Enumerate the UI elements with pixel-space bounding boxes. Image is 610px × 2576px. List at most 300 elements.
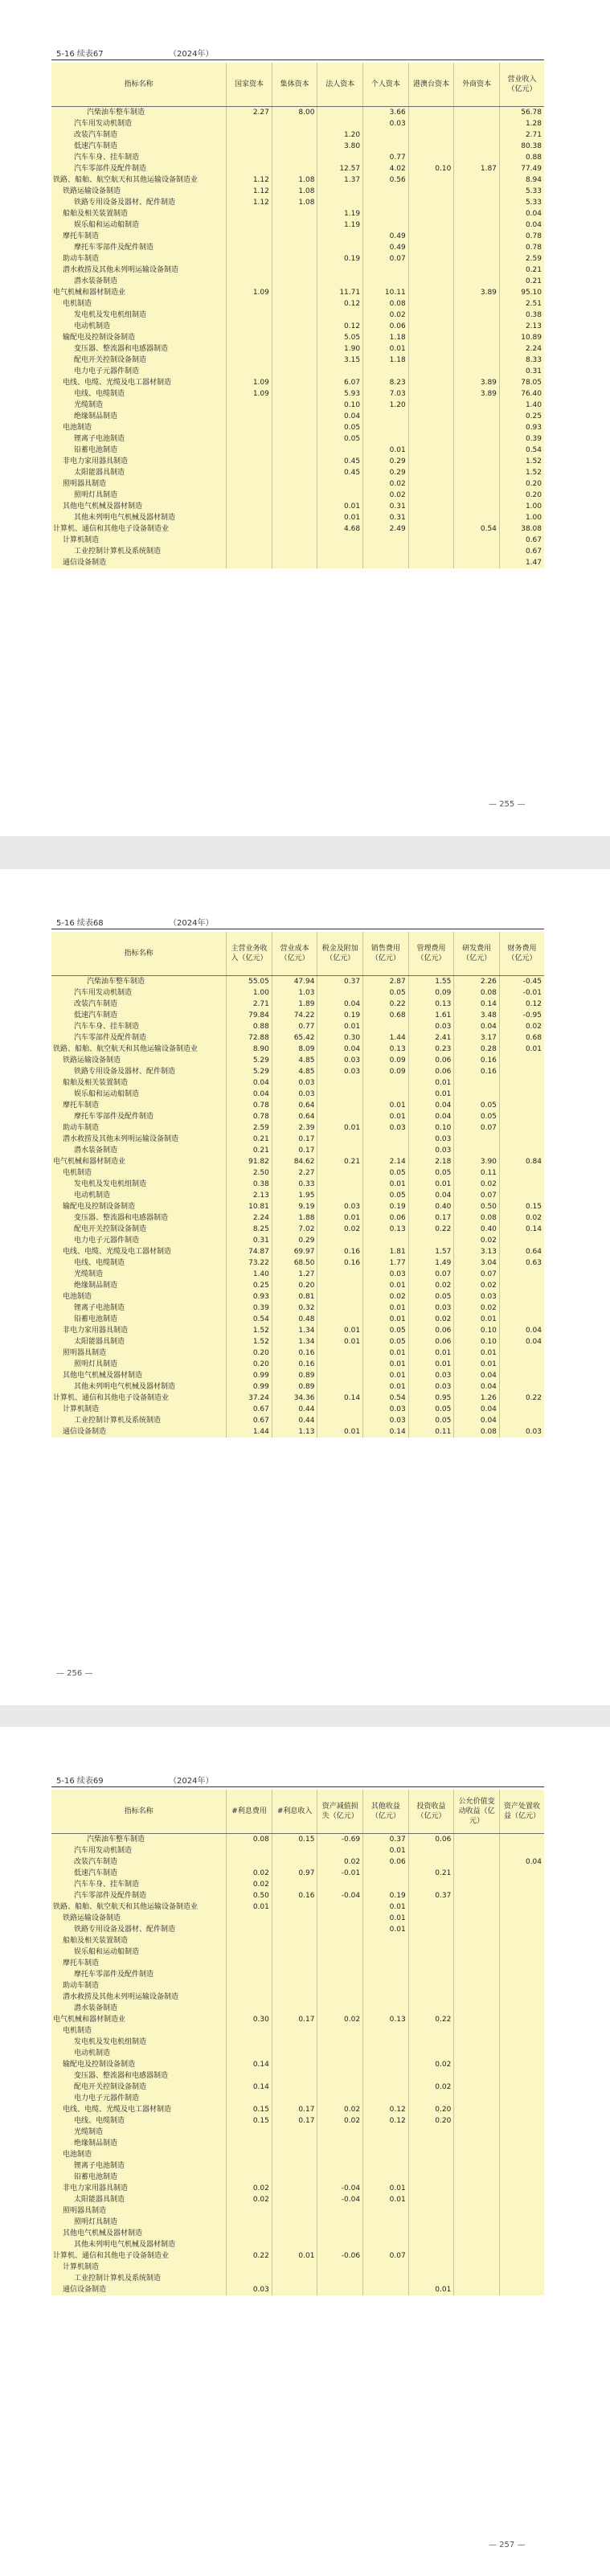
- table-cell: [272, 219, 317, 231]
- table-cell: 1.95: [272, 1190, 317, 1201]
- table-cell: [408, 265, 454, 276]
- table-cell: [408, 400, 454, 411]
- row-label: 助动车制造: [63, 1124, 100, 1132]
- table-cell: 0.16: [272, 1890, 317, 1901]
- table-cell: [499, 2127, 544, 2138]
- table-cell: [454, 490, 500, 501]
- row-label: 电线、电缆制造: [74, 2117, 125, 2125]
- table-row: [51, 1958, 544, 1969]
- row-label: 电线、电缆、光缆及电工器材制造: [63, 1248, 172, 1256]
- table-cell: 0.37: [363, 1834, 409, 1846]
- row-label: 低速汽车制造: [74, 142, 118, 150]
- table-cell: [408, 332, 454, 343]
- table-cell: 0.01: [363, 1381, 409, 1393]
- table-cell: 0.40: [408, 1201, 454, 1212]
- table-cell: 1.00: [227, 987, 272, 999]
- table-cell: [227, 2093, 272, 2104]
- table-cell: [317, 1145, 363, 1156]
- table-row: [51, 1969, 544, 1980]
- table-row: [51, 1347, 544, 1359]
- table-row: [51, 1134, 544, 1145]
- table-row: [51, 2070, 544, 2082]
- table-cell: 12.57: [317, 163, 363, 174]
- table-cell: 0.02: [363, 310, 409, 321]
- table-cell: [317, 118, 363, 129]
- table-row: [51, 1291, 544, 1302]
- table-cell: 0.01: [363, 1370, 409, 1381]
- table-cell: [454, 2194, 500, 2205]
- table-cell: [227, 298, 272, 310]
- table-cell: 3.66: [363, 107, 409, 119]
- table-cell: [317, 490, 363, 501]
- table-cell: [499, 2082, 544, 2093]
- table-cell: 3.89: [454, 287, 500, 298]
- table-cell: [227, 219, 272, 231]
- table-cell: [499, 2025, 544, 2037]
- table-cell: 0.17: [272, 1134, 317, 1145]
- table-cell: [272, 355, 317, 366]
- table-cell: [317, 1924, 363, 1935]
- row-label: 铁路专用设备及器材、配件制造: [74, 1926, 176, 1934]
- table-row: [51, 1901, 544, 1913]
- row-label: 低速汽车制造: [74, 1011, 118, 1019]
- table-cell: [454, 546, 500, 557]
- table-cell: -0.04: [317, 2183, 363, 2194]
- table-cell: 1.09: [227, 388, 272, 400]
- table-cell: [454, 512, 500, 523]
- row-label: 汽柴油车整车制造: [87, 1836, 145, 1844]
- table-cell: 0.01: [317, 1325, 363, 1336]
- table-cell: 1.37: [317, 174, 363, 186]
- table-cell: [499, 2115, 544, 2127]
- table-cell: [227, 2003, 272, 2014]
- table-cell: [317, 1991, 363, 2003]
- table-row: [51, 535, 544, 546]
- table-cell: 0.01: [317, 512, 363, 523]
- table-cell: 0.04: [317, 411, 363, 422]
- table-row: [51, 1890, 544, 1901]
- table-cell: 0.02: [408, 2082, 454, 2093]
- table-cell: [499, 1913, 544, 1924]
- table-cell: 2.59: [227, 1122, 272, 1134]
- table-cell: [499, 2160, 544, 2172]
- table-row: [51, 2250, 544, 2262]
- table-cell: [454, 152, 500, 163]
- table-row: [51, 163, 544, 174]
- table-cell: -0.04: [317, 1890, 363, 1901]
- table-cell: 0.20: [499, 478, 544, 490]
- table-cell: 0.02: [227, 1879, 272, 1890]
- table-cell: [499, 2239, 544, 2250]
- table-row: [51, 1302, 544, 1314]
- table-cell: 74.87: [227, 1246, 272, 1257]
- table-cell: [408, 1969, 454, 1980]
- table-cell: 0.77: [272, 1021, 317, 1032]
- table-cell: [227, 2273, 272, 2284]
- table-cell: [317, 1404, 363, 1415]
- table-cell: 0.78: [499, 242, 544, 253]
- table-cell: 0.02: [317, 2115, 363, 2127]
- table-cell: 2.24: [499, 343, 544, 355]
- table-cell: 0.93: [499, 422, 544, 433]
- row-label: 铁路运输设备制造: [63, 1056, 121, 1064]
- table-cell: 0.31: [363, 501, 409, 512]
- table-cell: 0.29: [363, 456, 409, 467]
- table-cell: 84.62: [272, 1156, 317, 1167]
- table-cell: [227, 1935, 272, 1946]
- table-cell: 1.20: [317, 129, 363, 141]
- table-cell: 0.06: [408, 1055, 454, 1066]
- table-row: [51, 152, 544, 163]
- row-label: 电线、电缆制造: [74, 390, 125, 398]
- table-cell: [317, 557, 363, 568]
- table-row: [51, 1032, 544, 1044]
- row-label: 非电力家用器具制造: [63, 1327, 129, 1335]
- table-cell: [499, 1359, 544, 1370]
- table-row: [51, 219, 544, 231]
- table-cell: [272, 1935, 317, 1946]
- table-cell: [363, 411, 409, 422]
- table-cell: 0.02: [499, 1212, 544, 1224]
- table-row: [51, 1010, 544, 1021]
- table-cell: 0.19: [317, 1010, 363, 1021]
- table-row: [51, 1145, 544, 1156]
- table-cell: 0.38: [227, 1179, 272, 1190]
- table-cell: [363, 2003, 409, 2014]
- column-header: 销售费用（亿元）: [363, 932, 409, 976]
- table-row: [51, 197, 544, 208]
- table-cell: [227, 400, 272, 411]
- table-cell: [272, 2228, 317, 2239]
- table-row: [51, 129, 544, 141]
- table-row: [51, 1167, 544, 1179]
- table-row: [51, 1111, 544, 1122]
- table-row: [51, 1156, 544, 1167]
- table-cell: [408, 512, 454, 523]
- column-header: 资产处置收益（亿元）: [499, 1790, 544, 1834]
- table-cell: [408, 478, 454, 490]
- table-cell: [454, 2160, 500, 2172]
- table-row: [51, 2093, 544, 2104]
- table-cell: [227, 2160, 272, 2172]
- table-cell: 0.99: [227, 1381, 272, 1393]
- table-cell: 1.52: [499, 456, 544, 467]
- table-cell: 1.44: [363, 1032, 409, 1044]
- table-cell: 0.13: [363, 2014, 409, 2025]
- table-cell: [272, 478, 317, 490]
- table-row: [51, 1235, 544, 1246]
- table-cell: 0.88: [227, 1021, 272, 1032]
- table-cell: 0.11: [408, 1426, 454, 1438]
- table-row: [51, 2194, 544, 2205]
- table-cell: 0.56: [363, 174, 409, 186]
- table-cell: [499, 1969, 544, 1980]
- table-cell: [408, 1980, 454, 1991]
- row-label: 铁路专用设备及器材、配件制造: [74, 1068, 176, 1076]
- table-cell: [454, 445, 500, 456]
- table-heading: [56, 47, 214, 59]
- table-row: [51, 456, 544, 467]
- row-label: 改装汽车制造: [74, 1000, 118, 1008]
- table-cell: 0.06: [408, 1834, 454, 1846]
- table-cell: 0.01: [363, 1359, 409, 1370]
- table-cell: 0.04: [227, 1089, 272, 1100]
- table-cell: 5.29: [227, 1055, 272, 1066]
- table-cell: 0.50: [227, 1890, 272, 1901]
- table-cell: 10.81: [227, 1201, 272, 1212]
- table-cell: [454, 1834, 500, 1846]
- column-header: 法人资本: [317, 63, 363, 107]
- table-cell: [227, 208, 272, 219]
- table-cell: [408, 2138, 454, 2149]
- row-label: 铁路、船舶、航空航天和其他运输设备制造业: [53, 1903, 199, 1911]
- table-cell: [408, 523, 454, 535]
- table-cell: [499, 1179, 544, 1190]
- row-label: 计算机、通信和其他电子设备制造业: [53, 1394, 170, 1402]
- table-cell: 2.39: [272, 1122, 317, 1134]
- table-cell: 1.52: [227, 1325, 272, 1336]
- table-cell: [363, 276, 409, 287]
- table-cell: [317, 2003, 363, 2014]
- row-label: 铅蓄电池制造: [74, 1315, 118, 1323]
- table-cell: [227, 557, 272, 568]
- table-cell: [408, 174, 454, 186]
- table-cell: 0.49: [363, 231, 409, 242]
- row-label: 摩托车制造: [63, 1101, 100, 1110]
- row-label: 锂离子电池制造: [74, 1304, 125, 1312]
- table-cell: [499, 2273, 544, 2284]
- row-label: 发电机及发电机组制造: [74, 2038, 147, 2046]
- table-cell: 55.05: [227, 976, 272, 988]
- table-cell: [317, 1134, 363, 1145]
- table-cell: [227, 490, 272, 501]
- table-cell: 0.01: [363, 1302, 409, 1314]
- row-label: 潜水装备制造: [74, 1146, 118, 1155]
- table-cell: 0.01: [363, 1314, 409, 1325]
- table-cell: [408, 377, 454, 388]
- table-cell: [227, 2205, 272, 2217]
- table-cell: [227, 231, 272, 242]
- table-cell: [408, 1924, 454, 1935]
- table-cell: 0.30: [227, 2014, 272, 2025]
- table-cell: [499, 1901, 544, 1913]
- table-row: [51, 1370, 544, 1381]
- table-cell: [272, 1856, 317, 1868]
- table-cell: [317, 1235, 363, 1246]
- table-row: [51, 1269, 544, 1280]
- table-cell: 0.10: [454, 1325, 500, 1336]
- row-label: 其他未列明电气机械及器材制造: [74, 2241, 176, 2249]
- table-cell: 0.38: [499, 310, 544, 321]
- table-cell: 0.01: [317, 1122, 363, 1134]
- page-number: — 256 —: [56, 1669, 93, 1678]
- table-cell: 0.13: [363, 1044, 409, 1055]
- table-row: [51, 2003, 544, 2014]
- table-cell: [454, 2127, 500, 2138]
- table-cell: 0.14: [499, 1224, 544, 1235]
- table-cell: 0.03: [363, 1404, 409, 1415]
- table-cell: [499, 2217, 544, 2228]
- row-label: 低速汽车制造: [74, 1869, 118, 1877]
- table-cell: 68.50: [272, 1257, 317, 1269]
- table-cell: 0.29: [272, 1235, 317, 1246]
- table-cell: [272, 411, 317, 422]
- table-row: [51, 467, 544, 478]
- table-cell: [363, 1980, 409, 1991]
- table-cell: [317, 1077, 363, 1089]
- row-label: 潜水救捞及其他未列明运输设备制造: [63, 1135, 179, 1143]
- table-cell: 0.81: [272, 1291, 317, 1302]
- table-cell: 0.02: [363, 490, 409, 501]
- table-row: [51, 1913, 544, 1924]
- table-cell: [227, 343, 272, 355]
- table-cell: [317, 1269, 363, 1280]
- table-cell: 56.78: [499, 107, 544, 119]
- table-cell: [317, 2284, 363, 2295]
- table-cell: [454, 535, 500, 546]
- table-cell: 0.02: [499, 1021, 544, 1032]
- row-label: 电力电子元器件制造: [74, 367, 140, 375]
- table-row: [51, 1834, 544, 1846]
- table-cell: 1.12: [227, 174, 272, 186]
- table-cell: 0.04: [454, 1370, 500, 1381]
- table-cell: [227, 1845, 272, 1856]
- table-cell: [499, 1055, 544, 1066]
- table-cell: [408, 287, 454, 298]
- table-row: [51, 1426, 544, 1438]
- row-label: 光缆制造: [74, 1270, 104, 1278]
- row-label: 工业控制计算机及系统制造: [74, 548, 162, 556]
- table-cell: [454, 2003, 500, 2014]
- column-header: 投资收益（亿元）: [408, 1790, 454, 1834]
- table-cell: [454, 118, 500, 129]
- row-label: 电机制造: [63, 2027, 92, 2035]
- table-cell: [272, 467, 317, 478]
- table-cell: [227, 366, 272, 377]
- table-cell: 0.25: [499, 411, 544, 422]
- row-label: 汽车车身、挂车制造: [74, 1023, 140, 1031]
- table-cell: 0.68: [499, 1032, 544, 1044]
- row-label: 摩托车零部件及配件制造: [74, 1971, 154, 1979]
- row-label: 太阳能器具制造: [74, 1338, 125, 1346]
- table-cell: 0.02: [363, 1291, 409, 1302]
- column-header-name: 指标名称: [51, 63, 227, 107]
- table-row: [51, 1212, 544, 1224]
- table-cell: [408, 2239, 454, 2250]
- table-cell: [454, 1924, 500, 1935]
- table-cell: [363, 1969, 409, 1980]
- table-cell: 0.20: [227, 1359, 272, 1370]
- table-cell: [272, 2070, 317, 2082]
- table-cell: 0.19: [363, 1890, 409, 1901]
- table-cell: [454, 2250, 500, 2262]
- table-cell: 0.04: [454, 1381, 500, 1393]
- table-cell: 1.18: [363, 355, 409, 366]
- table-row: [51, 1879, 544, 1890]
- table-cell: [272, 2205, 317, 2217]
- table-cell: -0.06: [317, 2250, 363, 2262]
- table-cell: 0.49: [363, 242, 409, 253]
- table-cell: [408, 445, 454, 456]
- table-row: [51, 1044, 544, 1055]
- table-cell: 0.28: [454, 1044, 500, 1055]
- table-cell: [408, 1235, 454, 1246]
- row-label: 非电力家用器具制造: [63, 457, 129, 466]
- table-row: [51, 1415, 544, 1426]
- table-cell: 1.55: [408, 976, 454, 988]
- column-header: 个人资本: [363, 63, 409, 107]
- table-cell: 0.64: [499, 1246, 544, 1257]
- table-cell: [499, 2014, 544, 2025]
- table-cell: 0.08: [227, 1834, 272, 1846]
- table-cell: [272, 501, 317, 512]
- table-row: [51, 523, 544, 535]
- table-cell: 8.25: [227, 1224, 272, 1235]
- table-cell: 1.09: [227, 287, 272, 298]
- table-cell: 0.02: [408, 1314, 454, 1325]
- table-cell: [408, 141, 454, 152]
- table-cell: 1.52: [499, 467, 544, 478]
- table-cell: [227, 2239, 272, 2250]
- table-cell: 2.87: [363, 976, 409, 988]
- table-cell: [454, 343, 500, 355]
- table-cell: 0.33: [272, 1179, 317, 1190]
- table-cell: 0.17: [272, 2104, 317, 2115]
- table-cell: 0.14: [227, 2082, 272, 2093]
- table-cell: 8.94: [499, 174, 544, 186]
- table-cell: 2.27: [227, 107, 272, 119]
- row-label: 电力电子元器件制造: [74, 1237, 140, 1245]
- table-cell: [272, 310, 317, 321]
- table-cell: [408, 501, 454, 512]
- table-cell: [408, 422, 454, 433]
- table-row: [51, 343, 544, 355]
- table-row: [51, 310, 544, 321]
- table-row: [51, 2025, 544, 2037]
- table-cell: 0.31: [363, 512, 409, 523]
- table-cell: 0.21: [317, 1156, 363, 1167]
- table-cell: [408, 186, 454, 197]
- table-row: [51, 1381, 544, 1393]
- table-cell: [408, 310, 454, 321]
- table-cell: [317, 2138, 363, 2149]
- table-cell: 0.13: [408, 999, 454, 1010]
- table-cell: [363, 1021, 409, 1032]
- table-cell: 3.13: [454, 1246, 500, 1257]
- table-cell: 0.03: [454, 1291, 500, 1302]
- table-cell: [454, 107, 500, 119]
- table-cell: [317, 2048, 363, 2059]
- table-cell: 0.93: [227, 1291, 272, 1302]
- table-cell: 0.04: [408, 1111, 454, 1122]
- table-cell: [408, 2172, 454, 2183]
- table-cell: 0.03: [408, 1370, 454, 1381]
- table-cell: [408, 2217, 454, 2228]
- table-row: [51, 2138, 544, 2149]
- table-cell: 0.07: [454, 1190, 500, 1201]
- table-cell: [499, 1066, 544, 1077]
- table-cell: [272, 2160, 317, 2172]
- table-cell: [272, 231, 317, 242]
- table-cell: [408, 152, 454, 163]
- table-cell: [363, 2037, 409, 2048]
- table-cell: [454, 422, 500, 433]
- table-cell: 4.02: [363, 163, 409, 174]
- table-cell: [272, 2194, 317, 2205]
- table-cell: [454, 2239, 500, 2250]
- table-cell: 1.08: [272, 186, 317, 197]
- table-cell: 2.51: [499, 298, 544, 310]
